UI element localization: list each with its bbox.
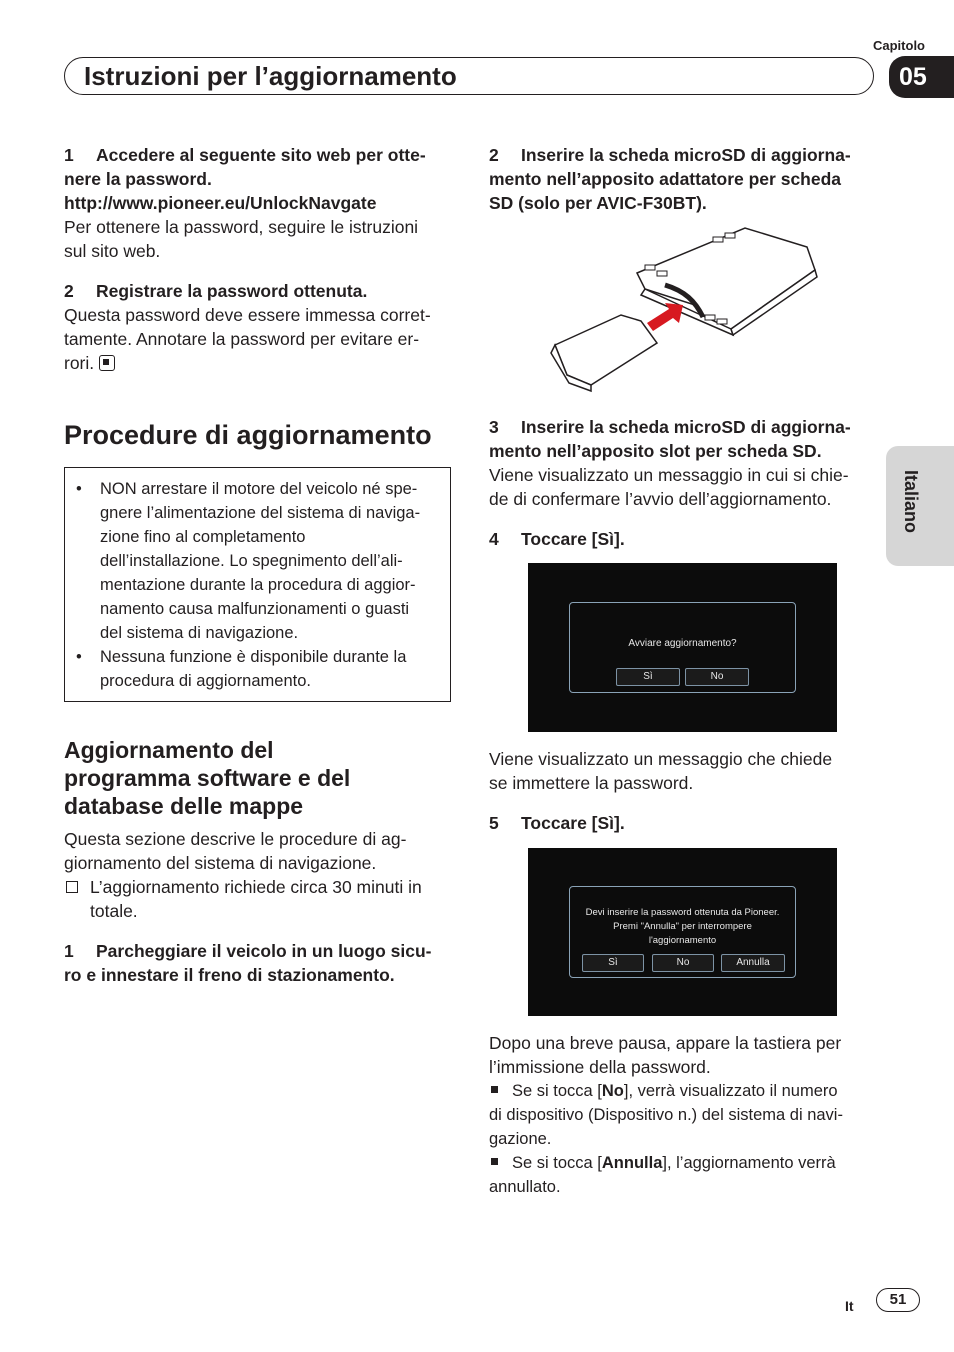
step-5-heading: 5 Toccare [Sì].	[489, 813, 625, 833]
subsection-body: Questa sezione descrive le procedure di ag- giornamento del sistema di navigazione. L’aggiornamento richiede circa 30 minuti in totale. 1 Parcheggiare il veicolo in un luogo sicu- ro e innestare il freno di stazionamento.	[64, 827, 459, 987]
after-screen-2: Dopo una breve pausa, appare la tastiera per l’immissione della password. Se si tocca [No], verrà visualizzato il numero di dispositivo (Dispositivo n.) del sistema di navi- gazione. Se si tocca [Annulla], l’aggiornamento verrà annullato.	[489, 1031, 884, 1199]
bullet-no: Se si tocca [No], verrà visualizzato il numero di dispositivo (Dispositivo n.) del sistema di navi- gazione.	[489, 1082, 843, 1148]
microsd-card-shape	[555, 315, 657, 385]
language-label: Italiano	[901, 470, 921, 534]
left-column-top	[64, 143, 459, 375]
warning-list	[64, 477, 444, 693]
step-2-body: Questa password deve essere immessa corret- tamente. Annotare la password per evitare er- rori.	[64, 305, 431, 373]
confirm-update-screen	[528, 563, 837, 732]
language-code: It	[845, 1298, 854, 1314]
password-prompt-dialog	[569, 886, 796, 978]
insert-arrow-icon	[647, 303, 683, 331]
step-2-heading: 2 Registrare la password ottenuta.	[64, 281, 368, 301]
right-step-2: 2 Inserire la scheda microSD di aggiorna- mento nell’apposito adattatore per scheda SD (solo per AVIC-F30BT).	[489, 145, 851, 213]
dialog-message: Devi inserire la password ottenuta da Pioneer. Premi "Annulla" per interrompere l'aggiornamento	[585, 907, 780, 946]
warning-item: • NON arrestare il motore del veicolo né spe- gnere l’alimentazione del sistema di naviga- zione fino al completamento dell’installazione. Lo spegnimento dell’ali- mentazione durante la procedura di aggior- namento causa malfunzionamenti o guasti del sistema di navigazione.	[64, 477, 444, 645]
confirm-update-dialog	[569, 602, 796, 693]
sd-card-adapter-illustration	[545, 225, 825, 395]
cancel-button[interactable]: Annulla	[721, 954, 785, 972]
unlock-url: http://www.pioneer.eu/UnlockNavgate	[64, 193, 377, 213]
section-title: Procedure di aggiornamento	[64, 420, 432, 450]
password-prompt-screen	[528, 848, 837, 1016]
bullet-cancel: Se si tocca [Annulla], l’aggiornamento verrà annullato.	[489, 1154, 836, 1196]
step-1-heading: 1 Accedere al seguente sito web per otte- nere la password.	[64, 145, 426, 189]
bullet-square-icon	[491, 1158, 498, 1165]
page-number: 51	[876, 1288, 920, 1312]
note-checkbox-icon	[66, 881, 78, 893]
subsection-title: Aggiornamento del programma software e del database delle mappe	[64, 737, 351, 819]
chapter-label: Capitolo	[873, 38, 925, 53]
after-screen-1: Viene visualizzato un messaggio che chiede se immettere la password. 5 Toccare [Sì].	[489, 747, 884, 835]
step-park-heading: 1 Parcheggiare il veicolo in un luogo sicu- ro e innestare il freno di stazionamento.	[64, 941, 432, 985]
right-step-3: 3 Inserire la scheda microSD di aggiorna- mento nell’apposito slot per scheda SD. Viene visualizzato un messaggio in cui si chie- de di confermare l’avvio dell’aggiornamento. 4 Toccare [Sì].	[489, 415, 884, 551]
no-button[interactable]: No	[685, 668, 749, 686]
yes-button[interactable]: Sì	[616, 668, 680, 686]
chapter-number-badge: 05	[889, 56, 954, 98]
end-mark-icon	[99, 355, 115, 371]
page-title: Istruzioni per l’aggiornamento	[84, 61, 457, 91]
no-button[interactable]: No	[652, 954, 714, 972]
note: L’aggiornamento richiede circa 30 minuti in totale.	[64, 875, 459, 923]
step-1-body: Per ottenere la password, seguire le istruzioni sul sito web.	[64, 217, 419, 261]
warning-item: • Nessuna funzione è disponibile durante la procedura di aggiornamento.	[64, 645, 444, 693]
step-4-heading: 4 Toccare [Sì].	[489, 529, 625, 549]
dialog-message: Avviare aggiornamento?	[628, 638, 737, 649]
yes-button[interactable]: Sì	[582, 954, 644, 972]
bullet-square-icon	[491, 1086, 498, 1093]
